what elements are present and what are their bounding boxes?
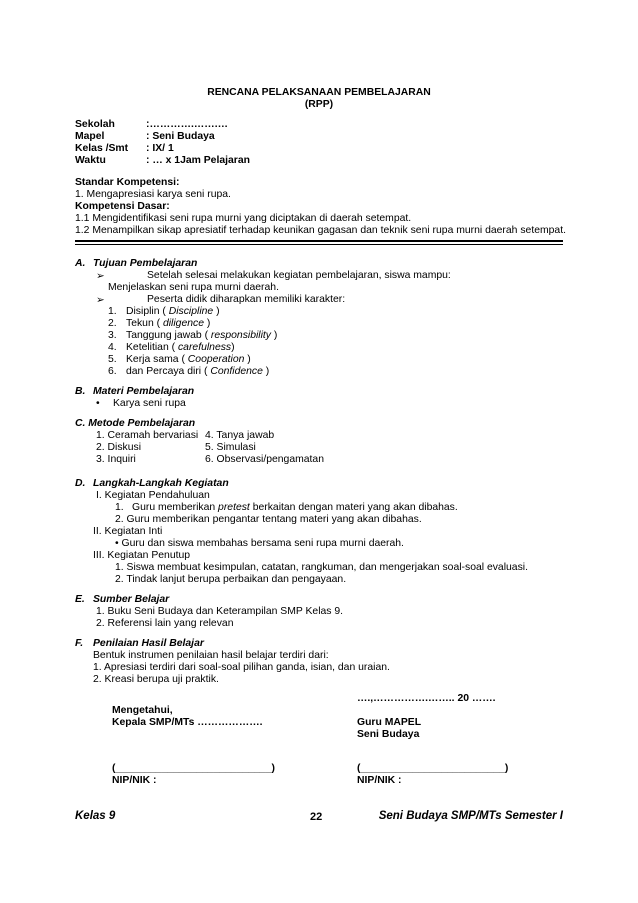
page-subtitle: (RPP) (304, 99, 334, 110)
section-c-heading: C. Metode Pembelajaran (75, 418, 196, 429)
metode-item: 4. Tanya jawab (205, 430, 275, 441)
tujuan-item-1: Setelah selesai melakukan kegiatan pembelajaran, siswa mampu: (147, 270, 451, 281)
langkah-num: 1. (115, 502, 124, 513)
signature-guru: Guru MAPEL (357, 717, 422, 728)
section-e-heading: Sumber Belajar (93, 594, 170, 605)
karakter-num: 5. (108, 354, 117, 365)
divider-thick (75, 240, 563, 242)
kompetensi-item-1: 1.1 Mengidentifikasi seni rupa murni yang diciptakan di daerah setempat. (75, 213, 412, 224)
penilaian-item: 1. Apresiasi terdiri dari soal-soal pilihan ganda, isian, dan uraian. (93, 662, 390, 673)
section-d-heading: Langkah-Langkah Kegiatan (93, 478, 229, 489)
langkah-item: 2. Guru memberikan pengantar tentang materi yang akan dibahas. (115, 514, 422, 525)
sumber-item: 2. Referensi lain yang relevan (96, 618, 234, 629)
penilaian-item: 2. Kreasi berupa uji praktik. (93, 674, 219, 685)
identity-label-waktu: Waktu (75, 155, 106, 166)
footer-right: Seni Budaya SMP/MTs Semester I (378, 810, 563, 822)
section-f-label: F. (75, 638, 84, 649)
langkah-item: • Guru dan siswa membahas bersama seni rupa murni daerah. (115, 538, 404, 549)
arrow-bullet-icon: ➢ (96, 295, 105, 306)
divider-thin (75, 244, 563, 245)
section-a-label: A. (75, 258, 86, 269)
standar-heading: Standar Kompetensi: (75, 177, 180, 188)
signature-date: ….,…………….…….. 20 ……. (357, 693, 496, 704)
metode-item: 1. Ceramah bervariasi (96, 430, 199, 441)
kegiatan-pendahuluan: I. Kegiatan Pendahuluan (96, 490, 210, 501)
identity-label-mapel: Mapel (75, 131, 105, 142)
identity-label-kelas: Kelas /Smt (75, 143, 129, 154)
identity-label-sekolah: Sekolah (75, 119, 115, 130)
identity-value-waktu: : … x 1Jam Pelajaran (146, 155, 250, 166)
karakter-item: Tekun ( diligence ) (126, 318, 211, 329)
signature-kepala: Kepala SMP/MTs ………………. (112, 717, 263, 728)
karakter-num: 2. (108, 318, 117, 329)
metode-item: 5. Simulasi (205, 442, 256, 453)
metode-item: 6. Observasi/pengamatan (205, 454, 324, 465)
section-f-heading: Penilaian Hasil Belajar (93, 638, 204, 649)
signature-nip-right: NIP/NIK : (357, 775, 402, 786)
kompetensi-item-2: 1.2 Menampilkan sikap apresiatif terhadap keunikan gagasan dan teknik seni rupa murni daerah setempat. (75, 225, 566, 236)
karakter-num: 6. (108, 366, 117, 377)
langkah-item: 1. Siswa membuat kesimpulan, catatan, rangkuman, dan mengerjakan soal-soal evaluasi. (115, 562, 528, 573)
karakter-num: 1. (108, 306, 117, 317)
kegiatan-penutup: III. Kegiatan Penutup (93, 550, 191, 561)
section-a-heading: Tujuan Pembelajaran (93, 258, 198, 269)
signature-line-left: (___________________________) (112, 763, 275, 774)
section-e-label: E. (75, 594, 85, 605)
karakter-item: Ketelitian ( carefulness) (126, 342, 235, 353)
materi-item: Karya seni rupa (113, 398, 186, 409)
identity-value-mapel: : Seni Budaya (146, 131, 215, 142)
standar-item: 1. Mengapresiasi karya seni rupa. (75, 189, 231, 200)
langkah-item: 2. Tindak lanjut berupa perbaikan dan pengayaan. (115, 574, 347, 585)
tujuan-item-2: Peserta didik diharapkan memiliki karakter: (147, 294, 346, 305)
bullet-icon: • (96, 398, 100, 409)
page-number: 22 (310, 811, 323, 823)
karakter-num: 4. (108, 342, 117, 353)
page-title: RENCANA PELAKSANAAN PEMBELAJARAN (207, 87, 431, 98)
identity-value-sekolah: :………….…….… (146, 119, 228, 130)
karakter-item: Disiplin ( Discipline ) (126, 306, 220, 317)
arrow-bullet-icon: ➢ (96, 271, 105, 282)
sumber-item: 1. Buku Seni Budaya dan Keterampilan SMP Kelas 9. (96, 606, 344, 617)
langkah-item: Guru memberikan pretest berkaitan dengan materi yang akan dibahas. (132, 502, 458, 513)
footer-left: Kelas 9 (75, 810, 116, 822)
metode-item: 3. Inquiri (96, 454, 136, 465)
signature-line-right: (_________________________) (357, 763, 509, 774)
signature-mengetahui: Mengetahui, (112, 705, 173, 716)
section-b-label: B. (75, 386, 86, 397)
signature-nip-left: NIP/NIK : (112, 775, 157, 786)
section-d-label: D. (75, 478, 86, 489)
metode-item: 2. Diskusi (96, 442, 142, 453)
karakter-item: dan Percaya diri ( Confidence ) (126, 366, 270, 377)
penilaian-intro: Bentuk instrumen penilaian hasil belajar terdiri dari: (93, 650, 329, 661)
karakter-num: 3. (108, 330, 117, 341)
karakter-item: Kerja sama ( Cooperation ) (126, 354, 251, 365)
signature-seni: Seni Budaya (357, 729, 420, 740)
kegiatan-inti: II. Kegiatan Inti (93, 526, 163, 537)
karakter-item: Tanggung jawab ( responsibility ) (126, 330, 278, 341)
identity-value-kelas: : IX/ 1 (146, 143, 174, 154)
tujuan-item-1-cont: Menjelaskan seni rupa murni daerah. (108, 282, 279, 293)
section-b-heading: Materi Pembelajaran (93, 386, 195, 397)
kompetensi-heading: Kompetensi Dasar: (75, 201, 170, 212)
